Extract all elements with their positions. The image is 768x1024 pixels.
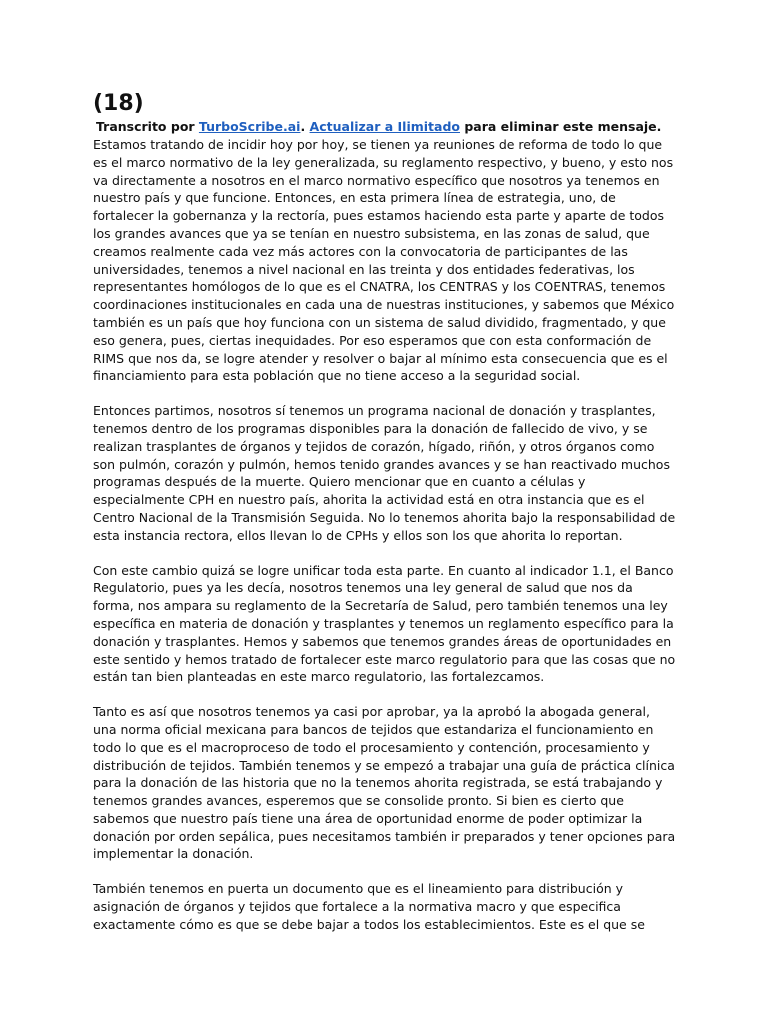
paragraph-1: Estamos tratando de incidir hoy por hoy, se tienen ya reuniones de reforma de todo lo que es el marco normativo de la ley generalizada, su reglamento respectivo, y bueno, y esto nos va directamente a nosotros en el marco normativo específico que nosotros ya tenemos en nuestro país y que funcione. Entonces, en esta primera línea de estrategia, uno, de fortalecer la gobernanza y la rectoría, pues estamos haciendo esta parte y aparte de todos los grandes avances que ya se tenían en nuestro subsistema, en las zonas de salud, que creamos realmente cada vez más actores con la convocatoria de participantes de las universidades, tenemos a nivel nacional en las treinta y dos entidades federativas, los representantes homólogos de lo que es el CNATRA, los CENTRAS y los COENTRAS, tenemos coordinaciones institucionales en cada una de nuestras instituciones, y sabemos que México también es un país que hoy funciona con un sistema de salud dividido, fragmentado, y que eso genera, pues, ciertas inequidades. Por eso esperamos que con esta conformación de RIMS que nos da, se logre atender y resolver o bajar al mínimo esta consecuencia que es el financiamiento para esta población que no tiene acceso a la seguridad social.	[93, 137, 675, 384]
document-page	[93, 90, 677, 951]
banner-separator: .	[300, 119, 310, 134]
paragraph-3: Con este cambio quizá se logre unificar toda esta parte. En cuanto al indicador 1.1, el Banco Regulatorio, pues ya les decía, nosotros tenemos una ley general de salud que nos da forma, nos ampara su reglamento de la Secretaría de Salud, pero también tenemos una ley específica en materia de donación y trasplantes y tenemos un reglamento específico para la donación y trasplantes. Hemos y sabemos que tenemos grandes áreas de oportunidades en este sentido y hemos tratado de fortalecer este marco regulatorio para que las cosas que no están tan bien planteadas en este marco regulatorio, las fortalezcamos.	[93, 562, 676, 685]
transcription-banner	[96, 118, 677, 136]
paragraph-2: Entonces partimos, nosotros sí tenemos un programa nacional de donación y trasplantes, tenemos dentro de los programas disponibles para la donación de fallecido de vivo, y se realizan trasplantes de órganos y tejidos de corazón, hígado, riñón, y otros órganos como son pulmón, corazón y pulmón, hemos tenido grandes avances y se han reactivado muchos programas después de la muerte. Quiero mencionar que en cuanto a células y especialmente CPH en nuestro país, ahorita la actividad está en otra instancia que es el Centro Nacional de la Transmisión Seguida. No lo tenemos ahorita bajo la responsabilidad de esta instancia rectora, ellos llevan lo de CPHs y ellos son los que ahorita lo reportan.	[93, 403, 676, 543]
paragraph-5: También tenemos en puerta un documento que es el lineamiento para distribución y asignación de órganos y tejidos que fortalece a la normativa macro y que especifica exactamente cómo es que se debe bajar a todos los establecimientos. Este es el que se	[93, 881, 645, 932]
document-heading: (18)	[93, 91, 144, 116]
banner-suffix: para eliminar este mensaje.	[460, 119, 662, 134]
banner-prefix: Transcrito por	[96, 119, 199, 134]
turboscribe-link[interactable]: TurboScribe.ai	[198, 119, 301, 134]
upgrade-link[interactable]: Actualizar a Ilimitado	[309, 119, 460, 134]
paragraph-4: Tanto es así que nosotros tenemos ya casi por aprobar, ya la aprobó la abogada general, una norma oficial mexicana para bancos de tejidos que estandariza el funcionamiento en todo lo que es el macroproceso de todo el procesamiento y contención, procesamiento y distribución de tejidos. También tenemos y se empezó a trabajar una guía de práctica clínica para la donación de las historia que no la tenemos ahorita registrada, se está trabajando y tenemos grandes avances, esperemos que se consolide pronto. Si bien es cierto que sabemos que nuestro país tiene una área de oportunidad enorme de poder optimizar la donación por orden sepálica, pues necesitamos también ir preparados y tener opciones para implementar la donación.	[93, 704, 676, 862]
